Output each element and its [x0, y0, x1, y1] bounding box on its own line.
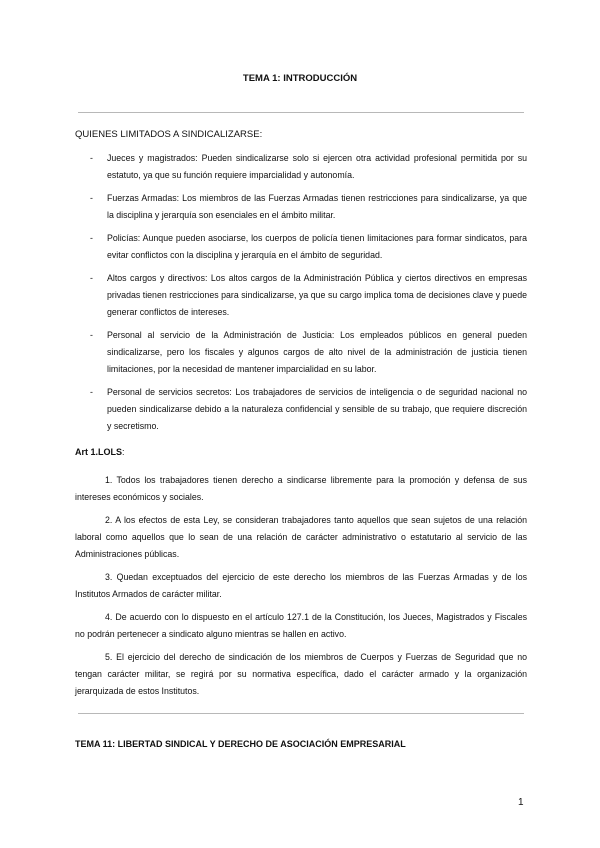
bullet-marker: -: [90, 193, 93, 203]
page-title: TEMA 1: INTRODUCCIÓN: [242, 73, 358, 84]
next-section-title: TEMA 11: LIBERTAD SINDICAL Y DERECHO DE ASOCIACIÓN EMPRESARIAL: [75, 739, 406, 749]
bullet-marker: -: [90, 273, 93, 283]
restrictions-list: [90, 150, 527, 441]
article-paragraph: 1. Todos los trabajadores tienen derecho a sindicarse libremente para la promoción y defensa de sus intereses económicos y sociales.: [75, 475, 527, 502]
list-item: [90, 327, 527, 378]
list-item-text: Jueces y magistrados: Pueden sindicalizarse solo si ejercen otra actividad profesional permitida por su estatuto, ya que su función requiere imparcialidad y autonomía.: [107, 153, 527, 180]
article-paragraph: 4. De acuerdo con lo dispuesto en el artículo 127.1 de la Constitución, los Jueces, Magistrados y Fiscales no podrán pertenecer a sindicato alguno mientras se hallen en activo.: [75, 612, 527, 639]
article-title: [75, 447, 125, 457]
article-paragraphs: [75, 472, 527, 706]
list-item: [90, 270, 527, 321]
divider: [78, 713, 524, 714]
article-paragraph: 3. Quedan exceptuados del ejercicio de este derecho los miembros de las Fuerzas Armadas y de los Institutos Armados de carácter militar.: [75, 572, 527, 599]
list-item-text: Personal de servicios secretos: Los trabajadores de servicios de inteligencia o de seguridad nacional no pueden sindicalizarse debido a la naturaleza confidencial y sensible de su trabajo, que requiere discreción y secretismo.: [107, 387, 527, 431]
list-item-text: Fuerzas Armadas: Los miembros de las Fuerzas Armadas tienen restricciones para sindicalizarse, ya que la disciplina y jerarquía son esenciales en el ámbito militar.: [107, 193, 527, 220]
list-item: [90, 190, 527, 224]
list-item-text: Policías: Aunque pueden asociarse, los cuerpos de policía tienen limitaciones para formar sindicatos, para evitar conflictos con la disciplina y jerarquía en el ámbito de seguridad.: [107, 233, 527, 260]
list-item: [90, 230, 527, 264]
page-number: 1: [518, 797, 524, 808]
article-title-text: Art 1.LOLS: [75, 447, 123, 457]
bullet-marker: -: [90, 387, 93, 397]
list-item-text: Altos cargos y directivos: Los altos cargos de la Administración Pública y ciertos directivos en empresas privadas tienen restricciones para sindicalizarse, ya que su cargo implica toma de decisiones clave y puede generar conflictos de intereses.: [107, 273, 527, 317]
article-paragraph: 2. A los efectos de esta Ley, se consideran trabajadores tanto aquellos que sean sujetos de una relación laboral como aquellos que lo sean de una relación de carácter administrativo o estatutario al servicio de las Administraciones públicas.: [75, 515, 527, 559]
divider: [78, 112, 524, 113]
list-item: [90, 150, 527, 184]
article-paragraph: 5. El ejercicio del derecho de sindicación de los miembros de Cuerpos y Fuerzas de Seguridad que no tengan carácter militar, se regirá por su normativa específica, dado el carácter armado y la organización jerarquizada de estos Institutos.: [75, 652, 527, 696]
bullet-marker: -: [90, 153, 93, 163]
article-title-suffix: :: [122, 447, 125, 457]
bullet-marker: -: [90, 233, 93, 243]
list-item-text: Personal al servicio de la Administración de Justicia: Los empleados públicos en general pueden sindicalizarse, pero los fiscales y algunos cargos de alto nivel de la administración de justicia tienen limitaciones, por la necesidad de mantener imparcialidad en su labor.: [107, 330, 527, 374]
bullet-marker: -: [90, 330, 93, 340]
list-item: [90, 384, 527, 435]
section-heading: QUIENES LIMITADOS A SINDICALIZARSE:: [75, 129, 263, 140]
